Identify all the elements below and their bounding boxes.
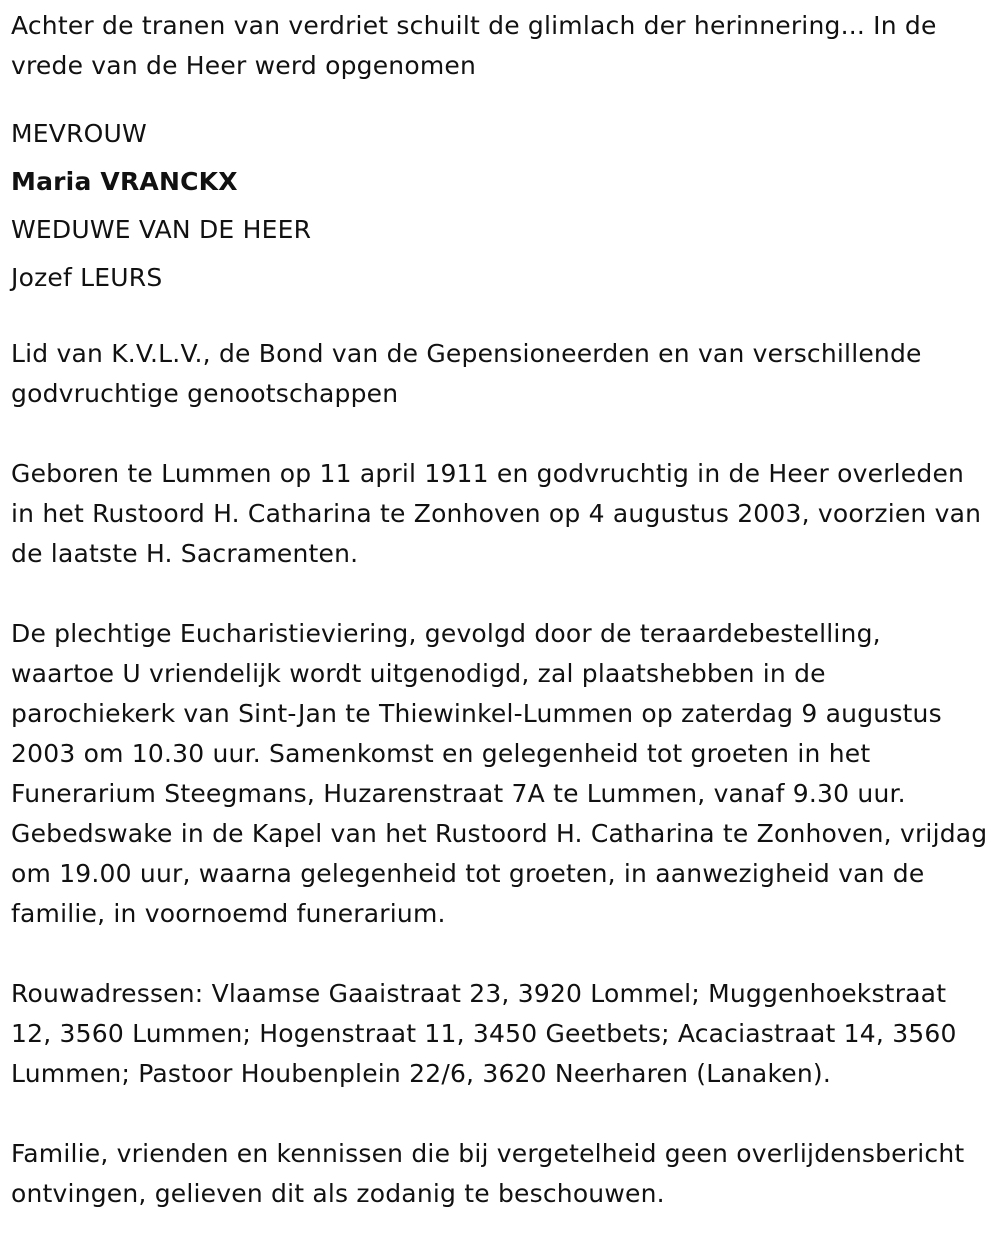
addresses-text: Rouwadressen: Vlaamse Gaaistraat 23, 3920 Lommel; Muggenhoekstraat 12, 3560 Lummen; Hogenstraat 11, 3450 Geetbets; Acaciastraat 14, 3560 Lummen; Pastoor Houbenplein 22/6, 3620 Neerharen (Lanaken). <box>11 979 957 1088</box>
deceased-name: Maria VRANCKX <box>11 167 238 196</box>
honorific-title: MEVROUW <box>11 119 147 148</box>
name-block <box>11 110 990 302</box>
widow-label: WEDUWE VAN DE HEER <box>11 215 312 244</box>
spouse-name: Jozef LEURS <box>11 263 163 292</box>
closing-text: Familie, vrienden en kennissen die bij vergetelheid geen overlijdensbericht ontvingen, gelieven dit als zodanig te beschouwen. <box>11 1139 965 1208</box>
service-text: De plechtige Eucharistieviering, gevolgd door de teraardebestelling, waartoe U vriendelijk wordt uitgenodigd, zal plaatshebben in de parochiekerk van Sint-Jan te Thiewinkel-Lummen op zaterdag 9 augustus 2003 om 10.30 uur. Samenkomst en gelegenheid tot groeten in het Funerarium Steegmans, Huzarenstraat 7A te Lummen, vanaf 9.30 uur. Gebedswake in de Kapel van het Rustoord H. Catharina te Zonhoven, vrijdag om 19.00 uur, waarna gelegenheid tot groeten, in aanwezigheid van de familie, in voornoemd funerarium. <box>11 619 988 928</box>
intro-text: Achter de tranen van verdriet schuilt de glimlach der herinnering... In de vrede van de Heer werd opgenomen <box>11 11 937 80</box>
birth-death-text: Geboren te Lummen op 11 april 1911 en godvruchtig in de Heer overleden in het Rustoord H. Catharina te Zonhoven op 4 augustus 2003, voorzien van de laatste H. Sacramenten. <box>11 459 982 568</box>
membership-text: Lid van K.V.L.V., de Bond van de Gepensioneerden en van verschillende godvruchtige genootschappen <box>11 339 922 408</box>
